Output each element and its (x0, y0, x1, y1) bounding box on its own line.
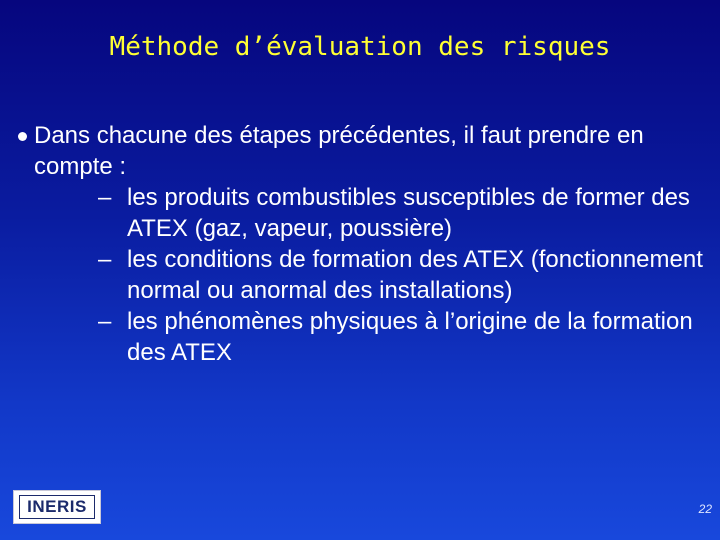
sub-bullet-text: les produits combustibles susceptibles de former des ATEX (gaz, vapeur, poussière) (127, 184, 690, 242)
page-number: 22 (698, 502, 712, 516)
ineris-logo (13, 490, 101, 524)
bullet-dot-icon (18, 132, 27, 141)
sub-bullet-item (18, 306, 718, 368)
sub-bullet-list (18, 182, 718, 368)
bullet-item (18, 120, 718, 182)
slide-title: Méthode d’évaluation des risques (109, 32, 611, 62)
bullet-text: Dans chacune des étapes précédentes, il faut prendre en compte : (34, 122, 644, 180)
dash-marker: – (98, 308, 112, 335)
sub-bullet-item (18, 182, 718, 244)
sub-bullet-item (18, 244, 718, 306)
sub-bullet-text: les phénomènes physiques à l’origine de la formation des ATEX (127, 308, 693, 366)
dash-marker: – (98, 184, 112, 211)
slide-content (18, 120, 718, 368)
logo-text: INERIS (19, 495, 95, 519)
sub-bullet-text: les conditions de formation des ATEX (fonctionnement normal ou anormal des installations) (127, 246, 703, 304)
dash-marker: – (98, 246, 112, 273)
